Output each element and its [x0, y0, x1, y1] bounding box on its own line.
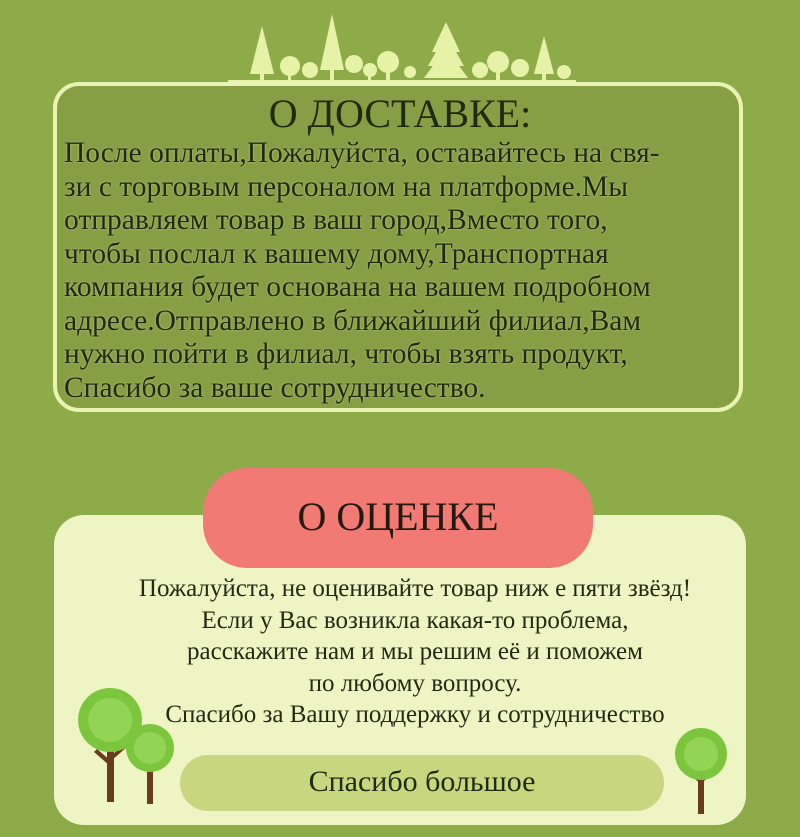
rating-line: Пожалуйста, не оценивайте товар ниж е пяти звёзд! [138, 575, 692, 602]
rating-text [90, 573, 740, 731]
tree-skyline-icon [228, 12, 576, 88]
delivery-line: зи с торговым персоналом на платформе.Мы [64, 170, 629, 203]
rating-line: Спасибо за Вашу поддержку и сотрудничество [165, 701, 665, 728]
rating-line: по любому вопросу. [308, 669, 522, 697]
delivery-line: Спасибо за ваше сотрудничество. [64, 371, 486, 404]
rating-line: Если у Вас возникла какая-то проблема, [201, 606, 629, 634]
tree-icon [70, 686, 180, 806]
delivery-line: отправляем товар в ваш город,Вместо того, [64, 204, 608, 236]
delivery-line: адресе.Отправлено в ближайший филиал,Вам [64, 304, 642, 337]
rating-title: О ОЦЕНКЕ [297, 494, 499, 539]
delivery-text [64, 137, 744, 405]
delivery-line: нужно пойти в филиал, чтобы взять продукт, [64, 338, 628, 370]
delivery-line: После оплаты,Пожалуйста, оставайтесь на свя- [64, 137, 660, 169]
delivery-line: чтобы послал к вашему дому,Транспортная [64, 237, 609, 270]
tree-icon [672, 726, 730, 816]
delivery-line: компания будет основана на вашем подробном [64, 271, 651, 303]
thanks-text: Спасибо большое [308, 765, 536, 798]
delivery-title: О ДОСТАВКЕ: [268, 91, 532, 136]
rating-line: расскажите нам и мы решим её и поможем [187, 638, 643, 665]
